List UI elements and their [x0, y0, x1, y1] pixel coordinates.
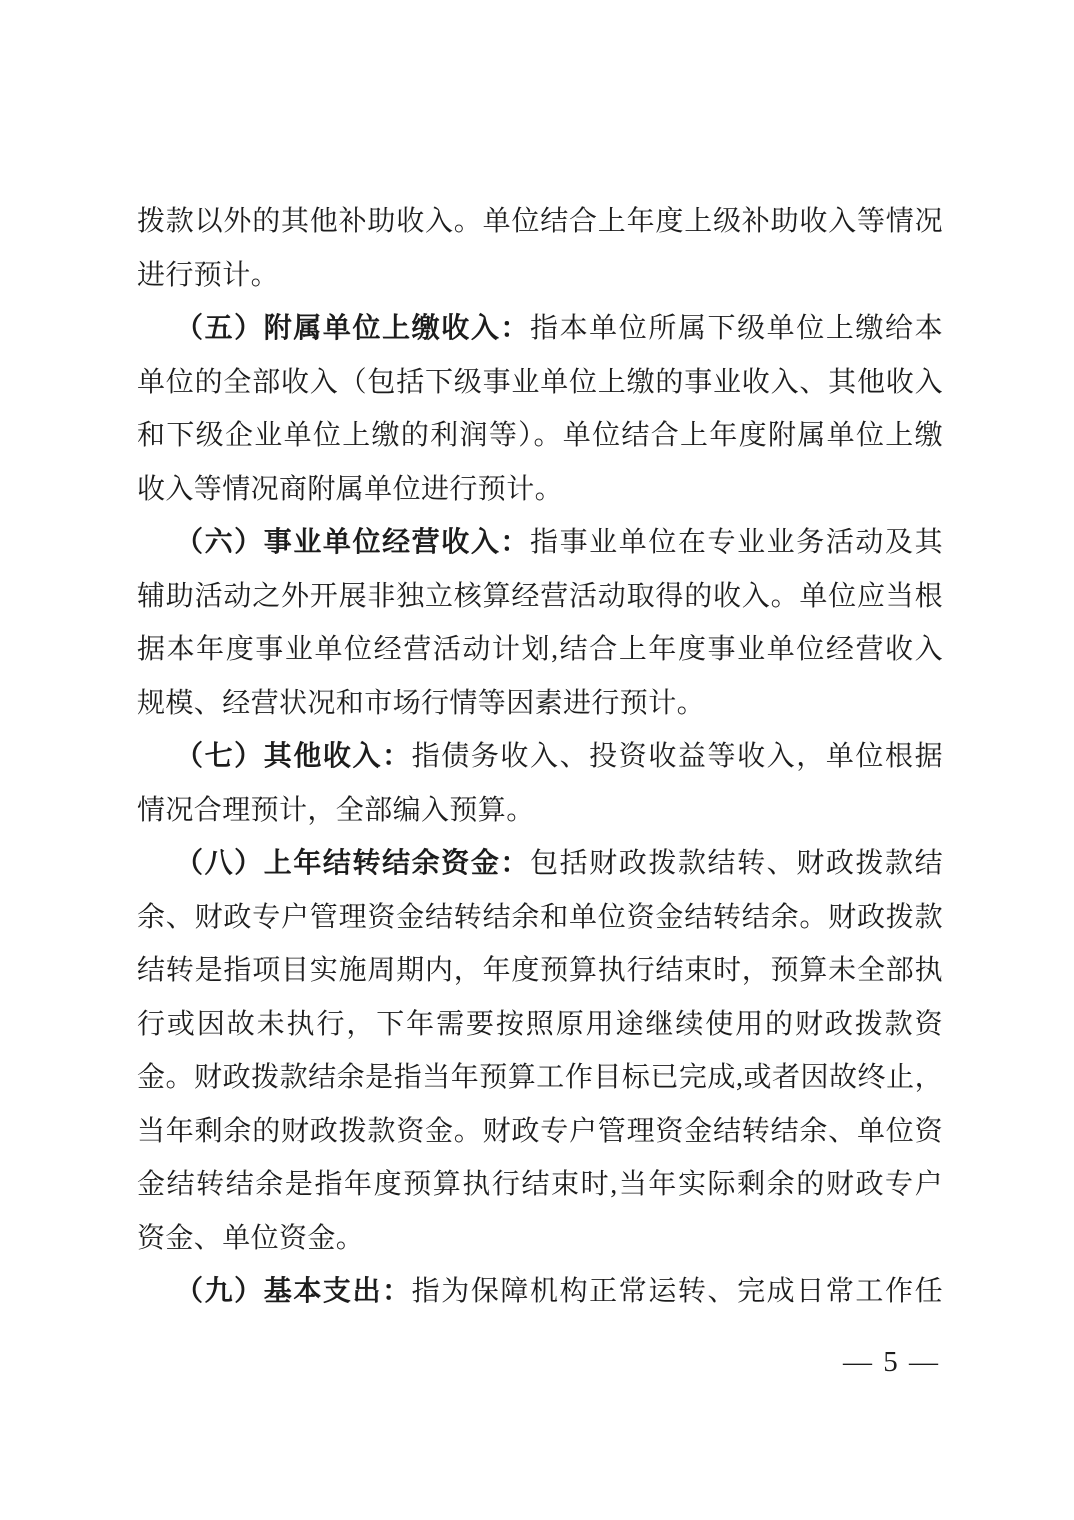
line-text: 单位的全部收入（包括下级事业单位上缴的事业收入、其他收入 — [137, 366, 943, 398]
text-line — [137, 249, 943, 303]
line-text: 资金、单位资金。 — [137, 1222, 365, 1254]
line-text: 指为保障机构正常运转、完成日常工作任 — [411, 1276, 943, 1307]
text-line — [137, 1158, 943, 1212]
line-text: 辅助活动之外开展非独立核算经营活动取得的收入。单位应当根 — [137, 580, 943, 612]
text-line — [137, 837, 943, 891]
page-number: — 5 — — [843, 1346, 940, 1378]
line-text: 指债务收入、投资收益等收入，单位根据 — [411, 741, 943, 772]
text-line — [137, 195, 943, 249]
text-line — [137, 623, 943, 677]
text-line — [137, 1265, 943, 1319]
section-heading-9: （九）基本支出： — [175, 1276, 412, 1307]
line-text: 包括财政拨款结转、财政拨款结 — [530, 848, 943, 879]
section-heading-5: （五）附属单位上缴收入： — [175, 313, 530, 344]
line-text: 收入等情况商附属单位进行预计。 — [137, 473, 564, 505]
text-line — [137, 356, 943, 410]
section-heading-6: （六）事业单位经营收入： — [175, 527, 530, 558]
text-line — [137, 1105, 943, 1159]
text-line — [137, 998, 943, 1052]
line-text: 进行预计。 — [137, 259, 280, 291]
text-line — [137, 409, 943, 463]
text-line — [137, 302, 943, 356]
line-text: 行或因故未执行，下年需要按照原用途继续使用的财政拨款资 — [137, 1008, 943, 1040]
page-content — [137, 195, 943, 1319]
line-text: 金结转结余是指年度预算执行结束时,当年实际剩余的财政专户 — [137, 1169, 943, 1200]
line-text: 金。财政拨款结余是指当年预算工作目标已完成,或者因故终止， — [137, 1062, 943, 1093]
text-line — [137, 730, 943, 784]
line-text: 指事业单位在专业业务活动及其 — [530, 527, 943, 558]
text-line — [137, 891, 943, 945]
section-heading-8: （八）上年结转结余资金： — [175, 848, 530, 879]
text-line — [137, 677, 943, 731]
line-text: 余、财政专户管理资金结转结余和单位资金结转结余。财政拨款 — [137, 901, 943, 933]
text-line — [137, 570, 943, 624]
text-line — [137, 463, 943, 517]
line-text: 结转是指项目实施周期内，年度预算执行结束时，预算未全部执 — [137, 955, 943, 986]
line-text: 和下级企业单位上缴的利润等）。单位结合上年度附属单位上缴 — [137, 420, 943, 451]
text-line — [137, 784, 943, 838]
line-text: 指本单位所属下级单位上缴给本 — [530, 313, 943, 344]
text-line — [137, 516, 943, 570]
line-text: 拨款以外的其他补助收入。单位结合上年度上级补助收入等情况 — [137, 206, 943, 237]
section-heading-7: （七）其他收入： — [175, 741, 412, 772]
line-text: 情况合理预计，全部编入预算。 — [137, 794, 535, 826]
text-line — [137, 944, 943, 998]
text-line — [137, 1212, 943, 1266]
text-line — [137, 1051, 943, 1105]
line-text: 规模、经营状况和市场行情等因素进行预计。 — [137, 687, 706, 719]
line-text: 当年剩余的财政拨款资金。财政专户管理资金结转结余、单位资 — [137, 1115, 943, 1147]
line-text: 据本年度事业单位经营活动计划,结合上年度事业单位经营收入 — [137, 634, 943, 665]
